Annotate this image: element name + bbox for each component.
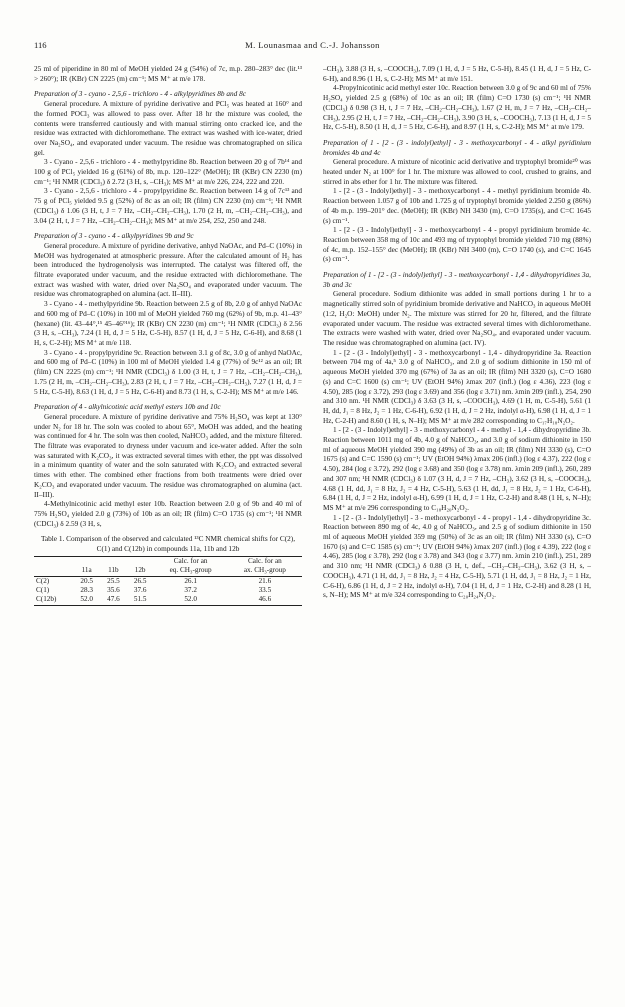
- table-row-label: C(1): [36, 585, 50, 594]
- right-column: [323, 64, 591, 969]
- body-paragraph: 1 - [2 - (3 - Indolyl)ethyl] - 3 - methoxycarbonyl - 4 - methyl - 1,4 - dihydropyridine 3b. Reaction between 1011 mg of 4b, 4.0 g of NaHCO₃, and 3.0 g of sodium dithionite in 150 ml of aqueous MeOH yielded 390 mg (49%) of 3b as an oil; IR (film) NH 3330 (s), C=O 1675 (s) and C=C 1590 (s) cm⁻¹; UV (EtOH 94%) λmax 206 (infl.) (log ε 4.37), 222 (log ε 4.50), 284 (log ε 3.72), 292 (log ε 3.68) and 350 (log ε 3.78) nm. λmin 209 (infl.), 260, 289 and 307 nm; ¹H NMR (CDCl₃) δ 1.07 (3 H, d, J = 7 Hz, –CH₃), 3.62 (3 H, s, –COOCH₃), 4.68 (1 H, dd, J₁ = 8 Hz, J₂ = 4 Hz, C-5-H), 5.63 (1 H, dd, J₁ = 8 Hz, J₂ = 1 Hz, C-6-H), 6.84 (1 H, d, J = 2 Hz, indolyl α-H), 6.99 (1 H, d, J = 1 Hz, C-2-H) and 8.48 (1 H, s, N–H); MS M⁺ at m/e 296 corresponding to C₁₈H₂₀N₂O₂.: [323, 425, 591, 512]
- body-paragraph: 1 - [2 - (3 - Indolyl)ethyl] - 3 - methoxycarbonyl - 1,4 - dihydropyridine 3a. Reaction between 704 mg of 4a,⁵ 3.0 g of NaHCO₃, and 2.0 g of sodium dithionite in 150 ml of aqueous MeOH yielded 370 mg (67%) of 3a as an oil; IR (film) NH 3320 (s), C=O 1680 (s) and C=C 1600 (s) cm⁻¹; UV (EtOH 94%) λmax 207 (infl.) (log ε 4.36), 223 (log ε 4.50), 285 (log ε 3.72), 293 (log ε 3.69) and 356 (log ε 3.71) nm. λmin 209 (infl.), 254, 290 and 310 nm. ¹H NMR (CDCl₃) δ 3.63 (3 H, s, –COOCH₃), 4.69 (1 H, m, C-5-H), 5.61 (1 H, dd, J₁ = 8 Hz, J₂ = 1 Hz, C-6-H), 6.92 (1 H, d, J = 2 Hz, indolyl α-H), 6.98 (1 H, d, J = 1 Hz, C-2-H) and 8.60 (1 H, s, N–H); MS M⁺ at m/e 282 corresponding to C₁₇H₁₈N₂O₂.: [323, 347, 591, 425]
- section-heading: Preparation of 1 - [2 - (3 - indolyl)ethyl] - 3 - methoxycarbonyl - 1,4 - dihydropyridines 3a, 3b and 3c: [323, 270, 591, 289]
- table-header-cell: Calc. for an: [154, 556, 228, 566]
- table-caption: Table 1. Comparison of the observed and calculated ¹³C NMR chemical shifts for C(2), C(1) and C(12b) in compounds 11a, 11b and 12b: [40, 534, 296, 554]
- table-header-row: [34, 566, 302, 576]
- body-paragraph: 4-Propylnicotinic acid methyl ester 10c. Reaction between 3.0 g of 9c and 60 ml of 75% H₂SO₄ yielded 2.5 g (68%) of 10c as an oil; IR (film) C=O 1730 (s) cm⁻¹; ¹H NMR (CDCl₃) δ 0.98 (3 H, t, J = 7 Hz, –CH₂–CH₂–CH₃), 1.67 (2 H, m, J = 7 Hz, –CH₂–CH₂–CH₃), 2.95 (2 H, t, J = 7 Hz, –CH₂–CH₂–CH₃), 3.90 (3 H, s, –COOCH₃), 7.13 (1 H, d, J = 5 Hz, C-5-H), 8.50 (1 H, d, J = 5 Hz, C-6-H), and 8.97 (1 H, s, C-2-H); MS M⁺ at m/e 179.: [323, 83, 591, 132]
- table-row: [34, 595, 302, 605]
- body-paragraph: General procedure. A mixture of pyridine derivative and PCl₅ was heated at 160° and the formed POCl₃ was allowed to pass over. After 18 hr the mixture was cooled, the contents were transferred cautiously and with manual stirring onto cracked ice, and the residue was extracted with dichloromethane. The extract was washed with ice-water, dried over Na₂SO₄, and evaporated under vacuum. The residue was chromatographed on silica gel.: [34, 99, 302, 157]
- table-cell: 51.5: [127, 595, 154, 605]
- running-title: M. Lounasmaa and C.-J. Johansson: [245, 40, 380, 50]
- body-paragraph: 3 - Cyano - 2,5,6 - trichloro - 4 - methylpyridine 8b. Reaction between 20 g of 7b¹⁴ and 100 g of PCl₅ yielded 16 g (61%) of 8b, m.p. 120–122° (MeOH); IR (KBr) CN 2230 (m) cm⁻¹; ¹H NMR (CDCl₃) δ 2.72 (3 H, s, –CH₃); MS M⁺ at m/e 226, 224, 222 and 220.: [34, 157, 302, 186]
- table-cell: 47.6: [100, 595, 127, 605]
- body-paragraph: 4-Methylnicotinic acid methyl ester 10b. Reaction between 2.0 g of 9b and 40 ml of 75% H₂SO₄ yielded 2.0 g (73%) of 10b as an oil; IR (film) C=O 1735 (s) cm⁻¹; ¹H NMR (CDCl₃) δ 2.59 (3 H, s,: [34, 499, 302, 528]
- table-cell: 46.6: [228, 595, 302, 605]
- table-cell: 37.2: [184, 585, 197, 594]
- table-header-cell: 11a: [73, 566, 100, 576]
- table-row: [34, 586, 302, 595]
- table-cell: 25.5: [107, 576, 120, 585]
- body-paragraph: 1 - [2 - (3 - Indolyl)ethyl] - 3 - methoxycarbonyl - 4 - propyl - 1,4 - dihydropyridine 3c. Reaction between 890 mg of 4c, 4.0 g of NaHCO₃, and 2.5 g of sodium dithionite in 150 ml of aqueous MeOH yielded 359 mg (50%) of 3c as an oil; IR (film) NH 3330 (s), C=O 1670 (s) and C=C 1585 (s) cm⁻¹; UV (EtOH 94%) λmax 207 (infl.) (log ε 4.39), 222 (log ε 4.46), 285 (log ε 3.78), 292 (log ε 3.78) and 343 (log ε 3.77) nm. λmin 210 (infl.), 251, 289 and 310 nm; ¹H NMR (CDCl₃) δ 0.88 (3 H, t, def., –CH₂–CH₂–CH₃), 3.62 (3 H, s, –COOCH₃), 4.71 (1 H, dd, J₁ = 8 Hz, J₂ = 4 Hz, C-5-H), 5.71 (1 H, dd, J₁ = 8 Hz, J₂ = 1 Hz, C-6-H), 6.86 (1 H, d, J = 2 Hz, indolyl α-H), 7.04 (1 H, d, J = 1 Hz, C-2-H) and 8.28 (1 H, s, N–H); MS M⁺ at m/e 324 corresponding to C₂₀H₂₄N₂O₂.: [323, 512, 591, 600]
- section-heading: Preparation of 1 - [2 - (3 - indolyl)ethyl] - 3 - methoxycarbonyl - 4 - alkyl pyridinium bromides 4b and 4c: [323, 137, 591, 157]
- table-header-cell: [34, 566, 73, 576]
- table-cell: 52.0: [73, 595, 100, 605]
- table-header-cell: [100, 556, 127, 566]
- table-header-cell: eq. CH₃-group: [154, 566, 228, 576]
- table-cell: 52.0: [154, 595, 228, 605]
- table-row-label: C(12b): [34, 595, 73, 605]
- table-header-cell: [127, 556, 154, 566]
- table-cell: 20.5: [80, 576, 93, 585]
- section-heading: Preparation of 3 - cyano - 2,5,6 - trichloro - 4 - alkylpyridines 8b and 8c: [34, 89, 247, 99]
- table-cell: 21.6: [258, 576, 272, 585]
- table-header-cell: Calc. for an: [228, 556, 302, 566]
- section-heading: Preparation of 3 - cyano - 4 - alkylpyridines 9b and 9c: [34, 231, 194, 241]
- body-paragraph: General procedure. A mixture of pyridine derivative and 75% H₂SO₄ was kept at 130° under N₂ for 18 hr. The soln was cooled to about 65°, MeOH was added, and the heating was continued for 4 hr. The soln was then cooled, NaHCO₃ added, and the mixture filtered. The filtrate was evaporated to dryness under vacuum and ice-water added. After the soln was saturated with K₂CO₃, it was extracted several times with ether, the ppt was dissolved in a minimum quantity of water and the soln saturated with K₂CO₃ and extracted several times with ether. The combined ether fractions from both treatments were dried over K₂CO₃ and evaporated under vacuum. The residue was chromatographed on alumina (act. II–III).: [34, 411, 302, 499]
- table-header-cell: [34, 556, 73, 566]
- table-row: [34, 576, 302, 586]
- body-paragraph: 3 - Cyano - 4 - propylpyridine 9c. Reaction between 3.1 g of 8c, 3.0 g of anhyd NaOAc, and 600 mg of Pd–C (10%) in 100 ml of MeOH yielded 1.4 g (77%) of 9c¹² as an oil; IR (film) CN 2225 (m) cm⁻¹; ¹H NMR (CDCl₃) δ 1.00 (3 H, t, J = 7 Hz, –CH₂–CH₂–CH₃), 1.75 (2 H, m, –CH₂–CH₂–CH₃), 2.83 (2 H, t, J = 7 Hz, –CH₂–CH₂–CH₃), 7.27 (1 H, d, J = 5 Hz, C-5-H), 8.63 (1 H, d, J = 5 Hz, C-6-H) and 8.73 (1 H, s, C-2-H); MS M⁺ at m/e 146.: [34, 347, 302, 396]
- table-row-label: C(2): [36, 576, 50, 585]
- table-cell: 28.3: [80, 585, 93, 594]
- body-paragraph: –CH₃), 3.88 (3 H, s, –COOCH₃), 7.09 (1 H, d, J = 5 Hz, C-5-H), 8.45 (1 H, d, J = 5 Hz, C-6-H), and 8.96 (1 H, s, C-2-H); MS M⁺ at m/e 151.: [323, 64, 591, 83]
- table-header-row: [34, 556, 302, 566]
- body-paragraph: 25 ml of piperidine in 80 ml of MeOH yielded 24 g (54%) of 7c, m.p. 280–283° dec (lit.¹³ > 260°); IR (KBr) CN 2225 (m) cm⁻¹; MS M⁺ at m/e 178.: [34, 64, 302, 83]
- table-cell: 33.5: [258, 585, 272, 594]
- table-header-cell: 12b: [127, 566, 154, 576]
- table-header-cell: ax. CH₃-group: [228, 566, 302, 576]
- table-1: [34, 556, 302, 606]
- body-paragraph: General procedure. A mixture of nicotinic acid derivative and tryptophyl bromide²⁰ was heated under N₂ at 100° for 1 hr. The mixture was allowed to cool, crushed to grains, and stirred in abs ether for 1 hr. The mixture was filtered.: [323, 157, 591, 186]
- page-number: 116: [34, 40, 47, 50]
- body-paragraph: 1 - [2 - (3 - Indolyl)ethyl] - 3 - methoxycarbonyl - 4 - methyl pyridinium bromide 4b. Reaction between 1.057 g of 10b and 1.725 g of tryptophyl bromide yielded 2.250 g (86%) of 4b m.p. 199–201° dec. (MeOH); IR (KBr) NH 3430 (m), C=O 1735(s), and C=C 1645 (s) cm⁻¹.: [323, 186, 591, 225]
- table-cell: 37.6: [133, 585, 147, 594]
- body-paragraph: 3 - Cyano - 4 - methylpyridine 9b. Reaction between 2.5 g of 8b, 2.0 g of anhyd NaOAc and 600 mg of Pd–C (10%) in 100 ml of MeOH yielded 760 mg (62%) of 9b, m.p. 41–43° (hexane) (lit. 43–44°,¹⁵ 45–46°¹⁶); IR (KBr) CN 2230 (m) cm⁻¹; ¹H NMR (CDCl₃) δ 2.56 (3 H, s, –CH₃), 7.24 (1 H, d, J = 5 Hz, C-5-H), 8.57 (1 H, d, J = 5 Hz, C-6-H), and 8.68 (1 H, s, C-2-H); MS M⁺ at m/e 118.: [34, 299, 302, 347]
- table-header-cell: [73, 556, 100, 566]
- body-paragraph: 3 - Cyano - 2,5,6 - trichloro - 4 - propylpyridine 8c. Reaction between 14 g of 7c¹³ and 75 g of PCl₅ yielded 9.5 g (52%) of 8c as an oil; IR (film) CN 2230 (m) cm⁻¹; ¹H NMR (CDCl₃) δ 1.06 (3 H, t, J = 7 Hz, –CH₂–CH₂–CH₃), 1.70 (2 H, m, –CH₂–CH₂–CH₃), and 3.04 (2 H, t, J = 7 Hz, –CH₂–CH₂–CH₃); MS M⁺ at m/e 254, 252, 250 and 248.: [34, 186, 302, 225]
- body-paragraph: General procedure. A mixture of pyridine derivative, anhyd NaOAc, and Pd–C (10%) in MeOH was hydrogenated at atmospheric pressure. After the calculated amount of H₂ has been introduced the hydrogenolysis was interrupted. The catalyst was filtered off, the filtrate evaporated under vacuum, and the residue extracted with dichloromethane. The extract was washed with water, dried over Na₂SO₄ and evaporated under vacuum. The residue was chromatographed on alumina (act. II–III).: [34, 240, 302, 299]
- table-cell: 26.1: [184, 576, 197, 585]
- body-paragraph: General procedure. Sodium dithionite was added in small portions during 1 hr to a magnetically stirred soln of pyridinium bromide derivative and NaHCO₃ in aqueous MeOH (1:2, H₂O: MeOH) under N₂. The mixture was stirred for 20 hr, filtered, and the filtrate evaporated under vacuum. The residue was extracted several times with dichloromethane. The extracts were washed with water, dried over Na₂SO₄, and evaporated under vacuum. The residue was chromatographed on alumina (act. IV).: [323, 289, 591, 347]
- table-cell: 35.6: [107, 585, 120, 594]
- table-cell: 26.5: [133, 576, 147, 585]
- page-header: [34, 40, 591, 52]
- section-heading: Preparation of 4 - alkylnicotinic acid methyl esters 10b and 10c: [34, 402, 221, 412]
- body-paragraph: 1 - [2 - (3 - Indolyl)ethyl] - 3 - methoxycarbonyl - 4 - propyl pyridinium bromide 4c. Reaction between 358 mg of 10c and 493 mg of tryptophyl bromide yielded 710 mg (88%) of 4c, m.p. 152–155° dec (MeOH); IR (KBr) NH 3400 (m), C=O 1740 (s), and C=C 1645 (s) cm⁻¹.: [323, 225, 591, 264]
- table-header-cell: 11b: [100, 566, 127, 576]
- left-column: [34, 64, 302, 969]
